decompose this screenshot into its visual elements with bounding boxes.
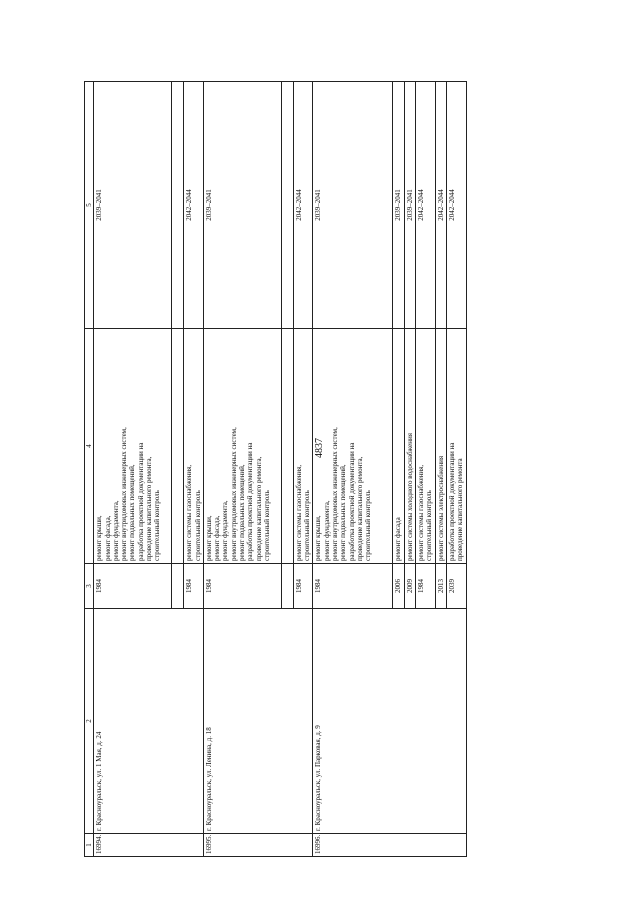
record-number: 16994. (94, 834, 204, 857)
record-year: 1984 (313, 564, 393, 609)
rotated-table-frame (84, 82, 519, 857)
record-number: 16996. (313, 834, 466, 857)
header-col-1: 1 (85, 834, 94, 857)
record-year: 1984 (184, 564, 204, 609)
table-row (203, 82, 281, 857)
record-period: 2042–2044 (435, 82, 446, 329)
empty-cell (172, 564, 184, 609)
header-row (85, 82, 94, 857)
capital-repair-table (84, 81, 467, 857)
record-period: 2039–2041 (393, 82, 404, 329)
record-year: 1984 (293, 564, 313, 609)
header-col-4: 4 (85, 329, 94, 564)
record-work: ремонт системы газоснабжения, строительный контроль (416, 329, 436, 564)
record-period: 2042–2044 (446, 82, 466, 329)
record-year: 2039 (446, 564, 466, 609)
record-period: 2039–2041 (94, 82, 172, 329)
record-work: ремонт системы электроснабжения (435, 329, 446, 564)
table-row (313, 82, 393, 857)
record-work: ремонт крыши, ремонт фасада, ремонт фундамента, ремонт внутридомовых инженерных систем, ремонт подвальных помещений, разработка проектной документации на проведение капитального ремонта, строительный контроль (203, 329, 281, 564)
empty-cell (281, 329, 293, 564)
record-year: 1984 (203, 564, 281, 609)
record-number: 16995. (203, 834, 313, 857)
empty-cell (172, 82, 184, 329)
record-address: г. Красноуральск, ул. 1 Мая, д. 24 (94, 609, 204, 834)
empty-cell (281, 82, 293, 329)
record-period: 2039–2041 (313, 82, 393, 329)
record-work: ремонт крыши, ремонт фундамента, ремонт внутридомовых инженерных систем, ремонт подвальных помещений, разработка проектной документации на проведение капитального ремонта, строительный контроль (313, 329, 393, 564)
empty-cell (172, 329, 184, 564)
record-address: г. Красноуральск, ул. Парковая, д. 9 (313, 609, 466, 834)
record-period: 2042–2044 (416, 82, 436, 329)
record-period: 2039–2041 (203, 82, 281, 329)
record-work: ремонт системы газоснабжения, строительный контроль (184, 329, 204, 564)
record-period: 2039–2041 (404, 82, 415, 329)
header-col-5: 5 (85, 82, 94, 329)
record-work: ремонт крыши, ремонт фасада, ремонт фундамента, ремонт внутридомовых инженерных систем, ремонт подвальных помещений, разработка проектной документации на проведение капитального ремонта, строительный контроль (94, 329, 172, 564)
record-year: 1984 (416, 564, 436, 609)
page-number: 4837 (314, 438, 325, 458)
record-work: ремонт системы холодного водоснабжения (404, 329, 415, 564)
record-work: ремонт системы газоснабжения, строительный контроль (293, 329, 313, 564)
record-work: разработка проектной документации на проведение капитального ремонта (446, 329, 466, 564)
record-period: 2042–2044 (293, 82, 313, 329)
record-year: 2013 (435, 564, 446, 609)
header-col-3: 3 (85, 564, 94, 609)
record-work: ремонт фасада (393, 329, 404, 564)
record-address: г. Красноуральск, ул. Ленина, д. 18 (203, 609, 313, 834)
table-row (94, 82, 172, 857)
record-year: 1984 (94, 564, 172, 609)
record-period: 2042–2044 (184, 82, 204, 329)
record-year: 2009 (404, 564, 415, 609)
record-year: 2006 (393, 564, 404, 609)
header-col-2: 2 (85, 609, 94, 834)
table-rotator (84, 82, 519, 857)
empty-cell (281, 564, 293, 609)
